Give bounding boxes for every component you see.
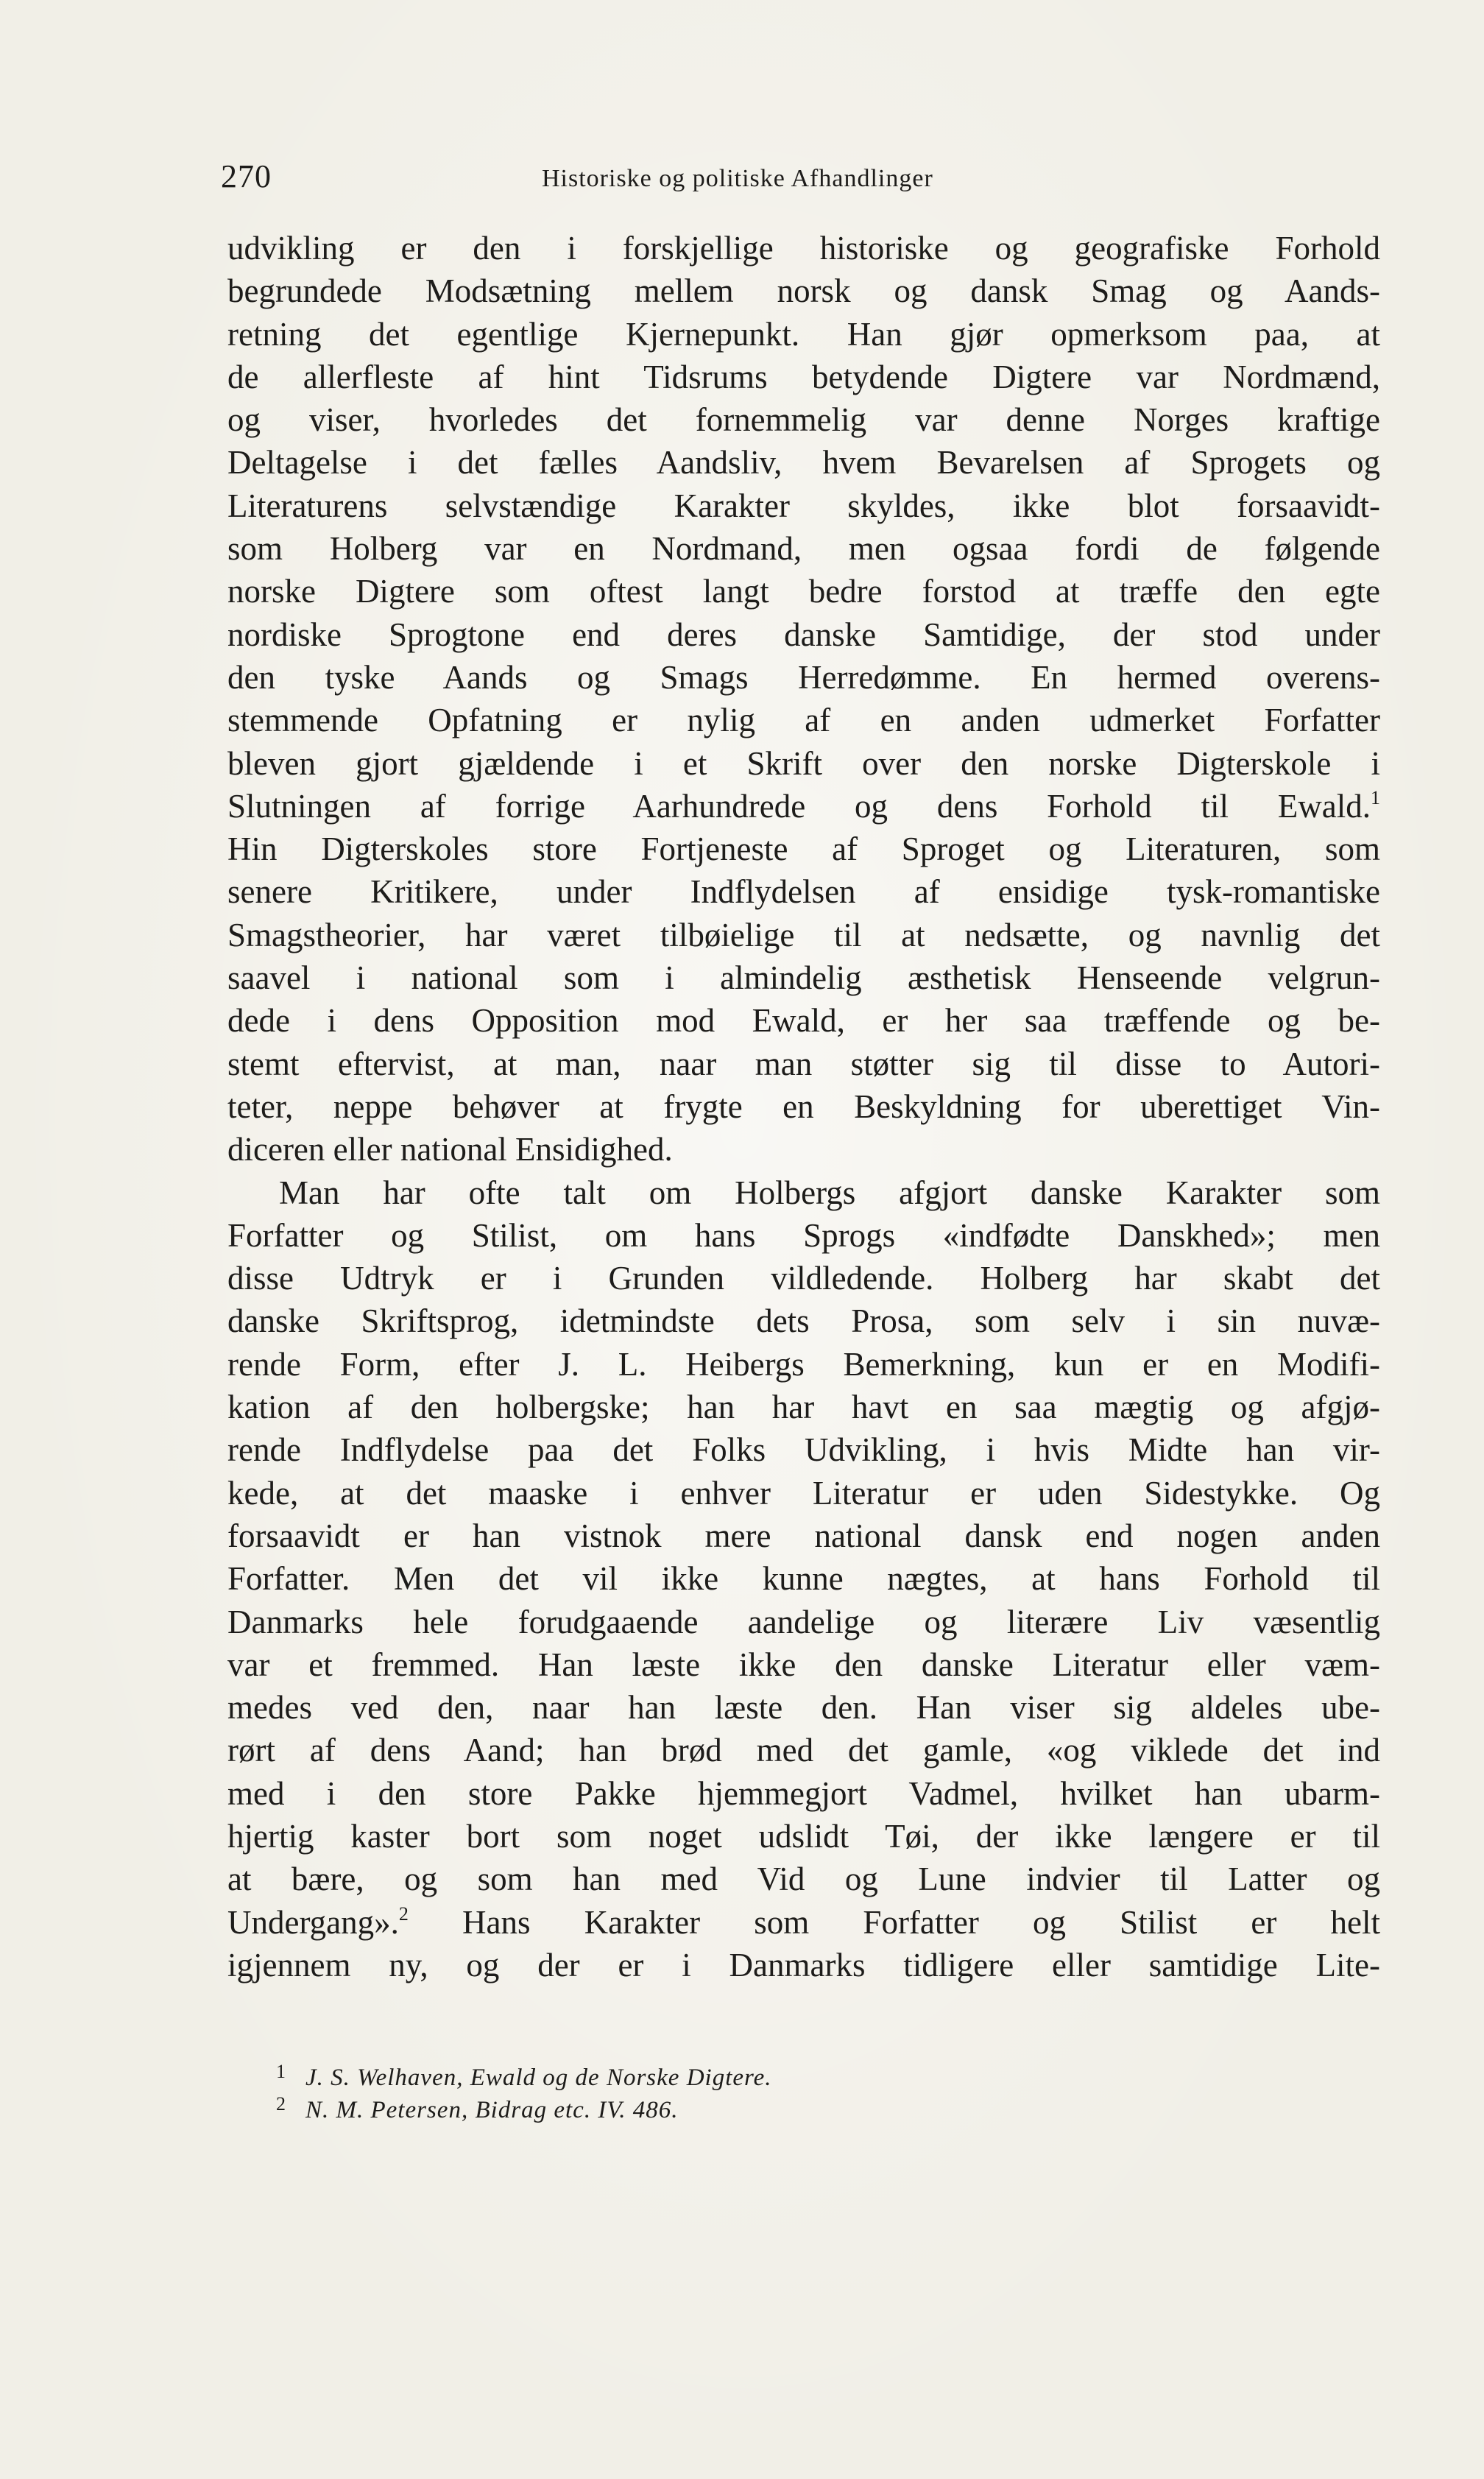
text-line: forsaavidt er han vistnok mere national dansk end nogen anden (227, 1517, 1380, 1554)
text-line: de allerfleste af hint Tidsrums betydende Digtere var Nordmænd, (227, 358, 1380, 395)
text-line: Deltagelse i det fælles Aandsliv, hvem Bevarelsen af Sprogets og (227, 444, 1380, 482)
text-line: stemmende Opfatning er nylig af en anden udmerket Forfatter (227, 702, 1380, 739)
text-line: den tyske Aands og Smags Herredømme. En hermed overens- (227, 658, 1380, 696)
text-line: Hin Digterskoles store Fortjeneste af Sproget og Literaturen, som (227, 831, 1380, 868)
text-line: rende Indflydelse paa det Folks Udvikling, i hvis Midte han vir- (227, 1431, 1380, 1469)
text-line: senere Kritikere, under Indflydelsen af ensidige tysk-romantiske (227, 873, 1380, 911)
text-line: diceren eller national Ensidighed. (227, 1131, 673, 1168)
footnote (276, 2088, 1343, 2123)
text-line: hjertig kaster bort som noget udslidt Tøi, der ikke længere er til (227, 1817, 1380, 1855)
text-line: medes ved den, naar han læste den. Han viser sig aldeles ube- (227, 1689, 1380, 1727)
page-number: 270 (221, 158, 272, 194)
text-line: retning det egentlige Kjernepunkt. Han gjør opmerksom paa, at (227, 315, 1380, 353)
footnotes (276, 2056, 1343, 2123)
text-line: rørt af dens Aand; han brød med det gamle, «og viklede det ind (227, 1732, 1380, 1769)
text-line: Forfatter. Men det vil ikke kunne nægtes, at hans Forhold til (227, 1560, 1380, 1598)
footnote-ref: 1 (1371, 786, 1380, 808)
text-line: saavel i national som i almindelig æsthetisk Henseende velgrun- (227, 959, 1380, 997)
footnote-text: J. S. Welhaven, Ewald og de Norske Digtere. (305, 2064, 772, 2091)
text-line: norske Digtere som oftest langt bedre forstod at træffe den egte (227, 573, 1380, 610)
text-line: Forfatter og Stilist, om hans Sprogs «indfødte Danskhed»; men (227, 1216, 1380, 1254)
text-line: Danmarks hele forudgaaende aandelige og literære Liv væsentlig (227, 1603, 1380, 1640)
text-line: Smagstheorier, har været tilbøielige til at nedsætte, og navnlig det (227, 916, 1380, 953)
text-line: rende Form, efter J. L. Heibergs Bemerkning, kun er en Modifi- (227, 1345, 1380, 1383)
running-title: Historiske og politiske Afhandlinger (542, 165, 933, 192)
body-text (227, 227, 1380, 1986)
text-line: udvikling er den i forskjellige historiske og geografiske Forhold (227, 230, 1380, 267)
text-line: begrundede Modsætning mellem norsk og dansk Smag og Aands- (227, 272, 1380, 310)
footnote-ref: 2 (398, 1903, 409, 1925)
text-line: kation af den holbergske; han har havt en saa mægtig og afgjø- (227, 1389, 1380, 1426)
footnote-text: N. M. Petersen, Bidrag etc. IV. 486. (305, 2097, 679, 2123)
text-line: teter, neppe behøver at frygte en Beskyldning for uberettiget Vin- (227, 1087, 1380, 1125)
text-line: var et fremmed. Han læste ikke den danske Literatur eller væm- (227, 1646, 1380, 1683)
text-line: danske Skriftsprog, idetmindste dets Prosa, som selv i sin nuvæ- (227, 1302, 1380, 1340)
text-line: stemt eftervist, at man, naar man støtter sig til disse to Autori- (227, 1045, 1380, 1082)
text-line: igjennem ny, og der er i Danmarks tidligere eller samtidige Lite- (227, 1946, 1380, 1983)
text-line: nordiske Sprogtone end deres danske Samtidige, der stod under (227, 616, 1380, 653)
text-line: bleven gjort gjældende i et Skrift over den norske Digterskole i (227, 744, 1380, 782)
text-line: Undergang».$^2$ Hans Karakter som Forfatter og Stilist er helt (227, 1903, 1380, 1941)
text-line: kede, at det maaske i enhver Literatur er uden Sidestykke. Og (227, 1474, 1380, 1512)
text-line: Slutningen af forrige Aarhundrede og dens Forhold til Ewald.$^1$ (227, 786, 1380, 825)
text-line: disse Udtryk er i Grunden vildledende. Holberg har skabt det (227, 1260, 1380, 1297)
text-line: Man har ofte talt om Holbergs afgjort danske Karakter som (279, 1174, 1380, 1211)
footnote (276, 2056, 1343, 2091)
footnote-number: 1 (276, 2061, 286, 2082)
text-line: Literaturens selvstændige Karakter skyldes, ikke blot forsaavidt- (227, 487, 1380, 524)
text-line: som Holberg var en Nordmand, men ogsaa fordi de følgende (227, 530, 1380, 568)
running-head (221, 158, 1384, 202)
text-line: dede i dens Opposition mod Ewald, er her saa træffende og be- (227, 1002, 1380, 1040)
text-line: at bære, og som han med Vid og Lune indvier til Latter og (227, 1861, 1380, 1898)
footnote-number: 2 (276, 2093, 286, 2115)
text-line: og viser, hvorledes det fornemmelig var denne Norges kraftige (227, 401, 1380, 439)
text-line: med i den store Pakke hjemmegjort Vadmel, hvilket han ubarm- (227, 1774, 1380, 1812)
